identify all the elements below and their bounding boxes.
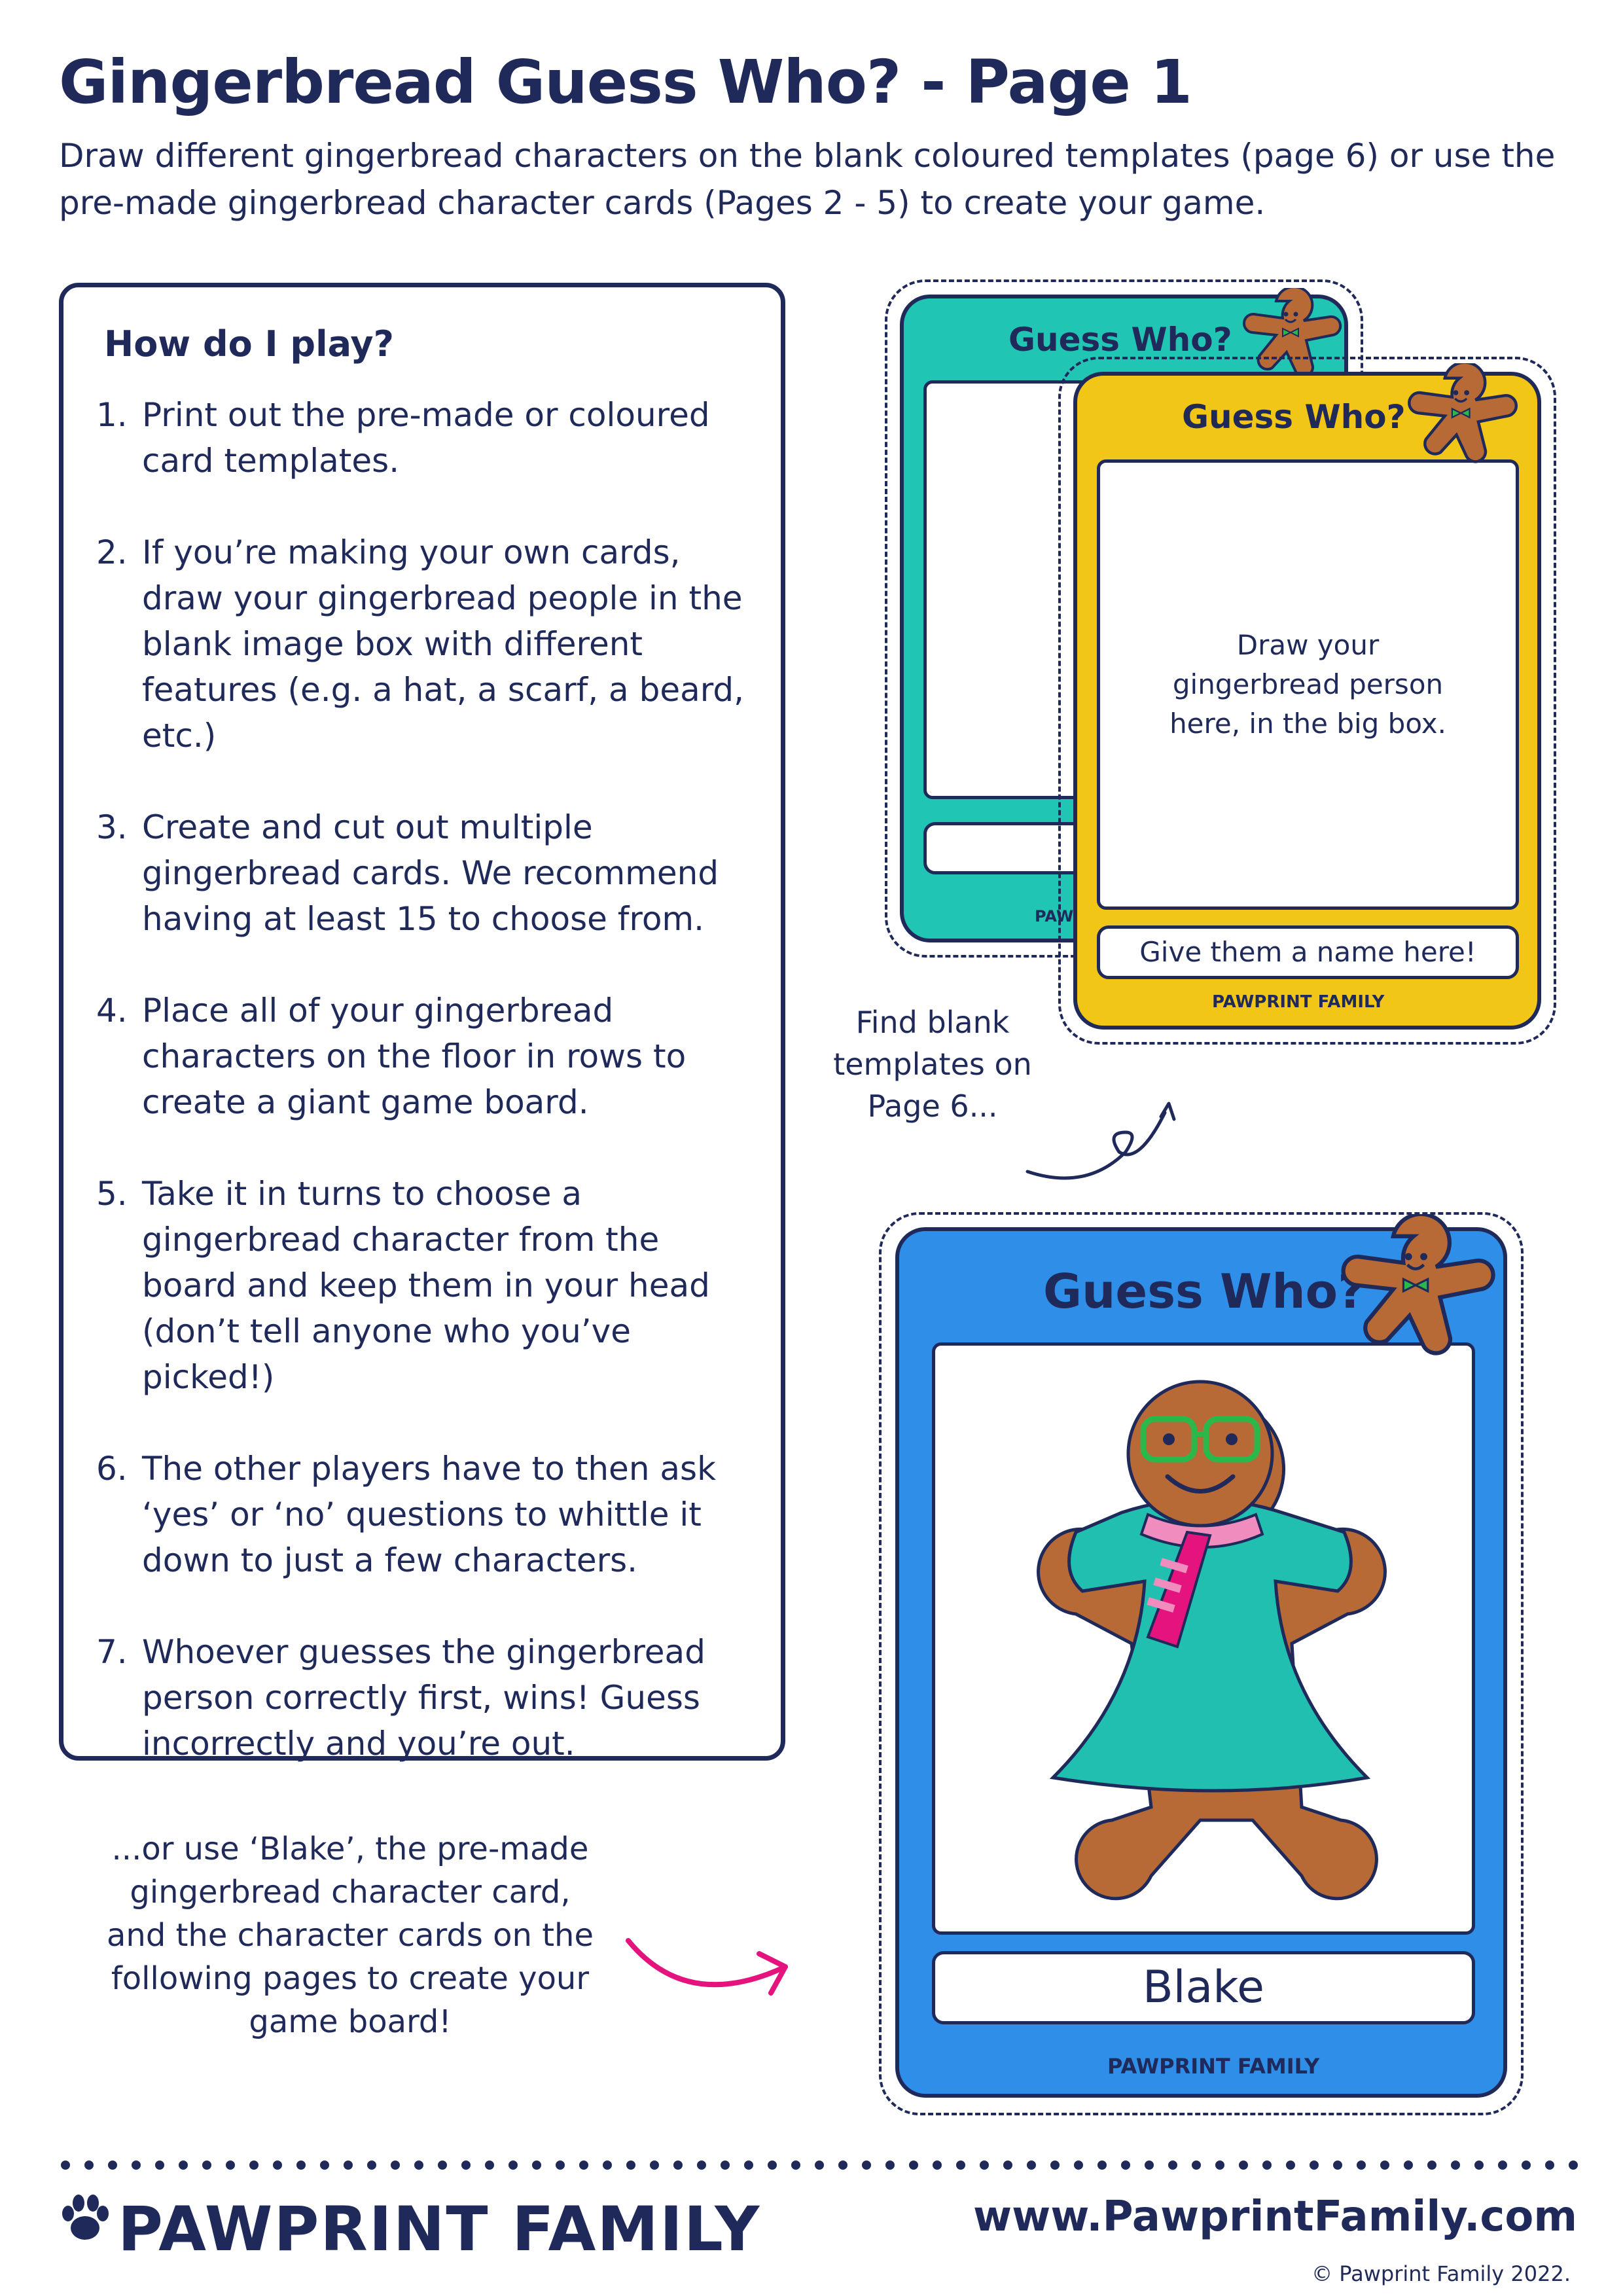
image-placeholder-text: Draw your gingerbread person here, in the big box.: [1169, 629, 1446, 740]
yellow-card-brand: PAWPRINT FAMILY: [1212, 992, 1385, 1012]
step-text: Create and cut out multiple gingerbread cards. We recommend having at least 15 to choose from.: [142, 808, 719, 938]
blake-gingerbread-illustration: [935, 1346, 1472, 1931]
teal-card-title: Guess Who?: [1008, 321, 1232, 359]
pink-arrow-icon: [615, 1928, 798, 2026]
step-number: 3.: [96, 808, 128, 846]
step-number: 2.: [96, 533, 128, 571]
blake-note: ...or use ‘Blake’, the pre-made gingerbread character card, and the character cards on the following pages to create your game board!: [107, 1831, 594, 2040]
step-item: [96, 988, 757, 1125]
step-number: 4.: [96, 992, 128, 1030]
step-number: 1.: [96, 396, 128, 434]
gingerbread-icon: [1322, 1214, 1505, 1391]
how-to-play-box: [59, 283, 785, 1761]
step-text: Take it in turns to choose a gingerbread character from the board and keep them in your head (don’t tell anyone who you’ve picked!): [142, 1175, 710, 1396]
paw-icon: [59, 2193, 111, 2245]
step-text: The other players have to then ask ‘yes’ or ‘no’ questions to whittle it down to just a few characters.: [142, 1450, 717, 1579]
footer-copyright: © Pawprint Family 2022.: [1311, 2261, 1571, 2286]
step-item: [96, 529, 757, 759]
footer-website-link[interactable]: www.PawprintFamily.com: [972, 2193, 1577, 2241]
yellow-card-name-box: Give them a name here!: [1097, 925, 1519, 979]
step-item: [96, 1446, 757, 1583]
gingerbread-icon: [1394, 363, 1525, 488]
intro-text: Draw different gingerbread characters on the blank coloured templates (page 6) or use the pre-made gingerbread character cards (Pages 2 - 5) to create your game.: [59, 137, 1556, 222]
character-name-box: Blake: [932, 1951, 1475, 2024]
blue-card-brand: PAWPRINT FAMILY: [1107, 2054, 1320, 2079]
step-text: Print out the pre-made or coloured card templates.: [142, 396, 710, 480]
teal-card-brand: PAW: [1035, 907, 1074, 925]
step-number: 5.: [96, 1175, 128, 1213]
blake-image-box: [932, 1342, 1475, 1935]
dotted-divider: [59, 2159, 1584, 2172]
yellow-card-image-box: [1097, 459, 1519, 910]
step-text: If you’re making your own cards, draw your gingerbread people in the blank image box with different features (e.g. a hat, a scarf, a beard, etc.): [142, 533, 745, 755]
step-number: 6.: [96, 1450, 128, 1488]
steps-list: [96, 392, 757, 1812]
step-text: Whoever guesses the gingerbread person correctly first, wins! Guess incorrectly and you’re out.: [142, 1633, 705, 1763]
step-item: [96, 804, 757, 942]
blue-card-title: Guess Who?: [1043, 1264, 1365, 1319]
step-text: Place all of your gingerbread characters on the floor in rows to create a giant game board.: [142, 992, 687, 1121]
footer-brand: PAWPRINT FAMILY: [118, 2194, 761, 2265]
templates-note: Find blank templates on Page 6...: [833, 1005, 1032, 1124]
step-item: [96, 392, 757, 484]
page-title: Gingerbread Guess Who? - Page 1: [59, 47, 1192, 117]
step-number: 7.: [96, 1633, 128, 1671]
yellow-card-title: Guess Who?: [1182, 398, 1406, 436]
curly-arrow-icon: [1021, 1073, 1191, 1185]
step-item: [96, 1629, 757, 1767]
step-item: [96, 1171, 757, 1400]
how-to-play-heading: How do I play?: [104, 323, 394, 365]
